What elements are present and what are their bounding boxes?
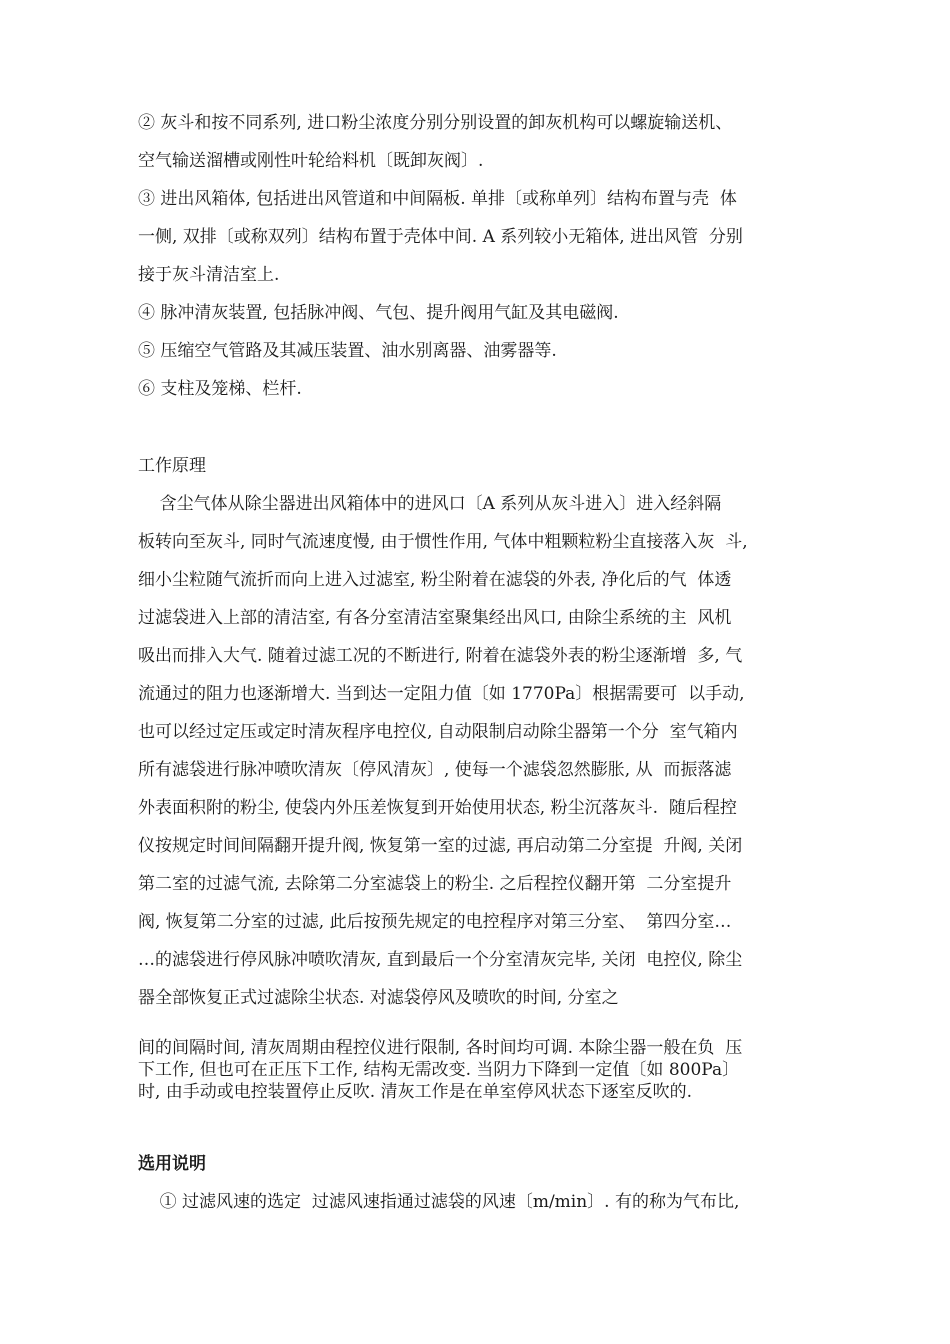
list-item-2-line-2: 空气输送溜槽或刚性叶轮给料机〔既卸灰阀〕.	[138, 151, 484, 171]
section-title-select: 选用说明	[138, 1154, 206, 1174]
paragraph-line: 流通过的阻力也逐渐增大. 当到达一定阻力值〔如 1770Pa〕根据需要可 以手动,	[138, 684, 745, 704]
paragraph-line: 阀, 恢复第二分室的过滤, 此后按预先规定的电控程序对第三分室、 第四分室…	[138, 912, 732, 932]
paragraph-line: 过滤袋进入上部的清洁室, 有各分室清洁室聚集经出风口, 由除尘系统的主 风机	[138, 608, 732, 628]
paragraph-line: 板转向至灰斗, 同时气流速度慢, 由于惯性作用, 气体中粗颗粒粉尘直接落入灰 斗,	[138, 532, 748, 552]
paragraph-line: 吸出而排入大气. 随着过滤工况的不断进行, 附着在滤袋外表的粉尘逐渐增 多, 气	[138, 646, 743, 666]
paragraph-line: 所有滤袋进行脉冲喷吹清灰〔停风清灰〕, 使每一个滤袋忽然膨胀, 从 而振落滤	[138, 760, 732, 780]
paragraph-line: 器全部恢复正式过滤除尘状态. 对滤袋停风及喷吹的时间, 分室之	[138, 988, 619, 1008]
list-item-5: ⑤ 压缩空气管路及其减压装置、油水别离器、油雾器等.	[138, 341, 557, 361]
paragraph-line: …的滤袋进行停风脉冲喷吹清灰, 直到最后一个分室清灰完毕, 关闭 电控仪, 除尘	[138, 950, 743, 970]
list-item-2-line-1: ② 灰斗和按不同系列, 进口粉尘浓度分别分别设置的卸灰机构可以螺旋输送机、	[138, 113, 733, 133]
paragraph-line: 细小尘粒随气流折而向上进入过滤室, 粉尘附着在滤袋的外表, 净化后的气 体透	[138, 570, 732, 590]
list-item-6: ⑥ 支柱及笼梯、栏杆.	[138, 379, 302, 399]
list-item-4: ④ 脉冲清灰装置, 包括脉冲阀、气包、提升阀用气缸及其电磁阀.	[138, 303, 619, 323]
paragraph-line-dense: 间的间隔时间, 清灰周期由程控仪进行限制, 各时间均可调. 本除尘器一般在负 压	[138, 1038, 743, 1058]
list-item-3-line-2: 一侧, 双排〔或称双列〕结构布置于壳体中间. A 系列较小无箱体, 进出风管 分别	[138, 227, 743, 247]
paragraph-line: 含尘气体从除尘器进出风箱体中的进风口〔A 系列从灰斗进入〕进入经斜隔	[138, 494, 722, 514]
paragraph-line: 也可以经过定压或定时清灰程序电控仪, 自动限制启动除尘器第一个分 室气箱内	[138, 722, 738, 742]
section-title-work: 工作原理	[138, 456, 206, 476]
paragraph-line: 仪按规定时间间隔翻开提升阀, 恢复第一室的过滤, 再启动第二分室提 升阀, 关闭	[138, 836, 743, 856]
list-item-3-line-3: 接于灰斗清洁室上.	[138, 265, 280, 285]
list-item-3-line-1: ③ 进出风箱体, 包括进出风管道和中间隔板. 单排〔或称单列〕结构布置与壳 体	[138, 189, 737, 209]
paragraph-line-dense: 时, 由手动或电控装置停止反吹. 清灰工作是在单室停风状态下逐室反吹的.	[138, 1082, 693, 1102]
paragraph-line: 外表面积附的粉尘, 使袋内外压差恢复到开始使用状态, 粉尘沉落灰斗. 随后程控	[138, 798, 737, 818]
paragraph-line: 第二室的过滤气流, 去除第二分室滤袋上的粉尘. 之后程控仪翻开第 二分室提升	[138, 874, 732, 894]
paragraph-line-dense: 下工作, 但也可在正压下工作, 结构无需改变. 当阴力下降到一定值〔如 800Pa〕	[138, 1060, 740, 1080]
paragraph-line: ① 过滤风速的选定 过滤风速指通过滤袋的风速〔m/min〕. 有的称为气布比,	[138, 1192, 740, 1212]
